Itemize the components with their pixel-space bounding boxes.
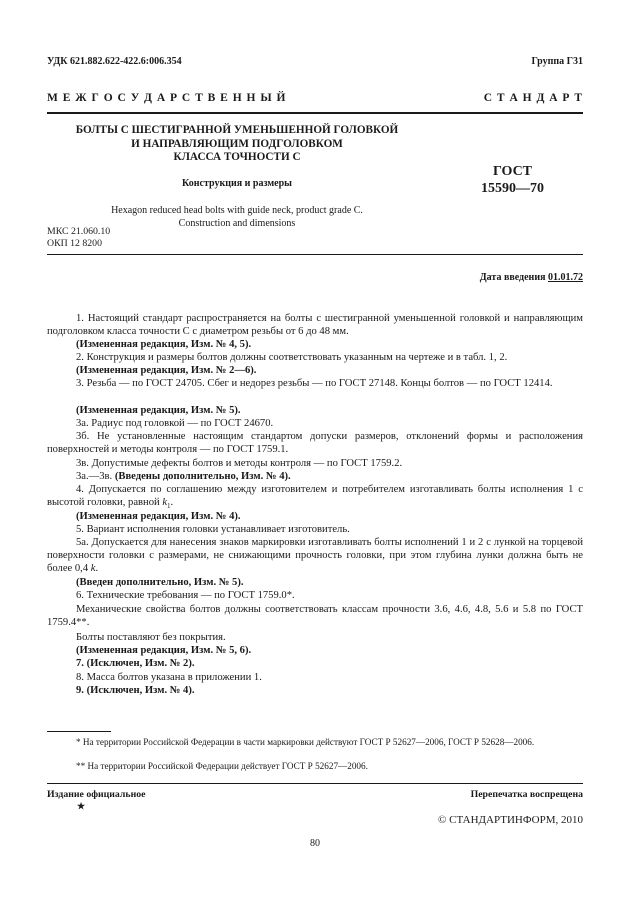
footnote-2: ** На территории Российской Федерации действует ГОСТ Р 52627—2006.: [76, 761, 368, 771]
footnote-1: * На территории Российской Федерации в части маркировки действуют ГОСТ Р 52627—2006, ГОСТ Р 52628—2006.: [76, 737, 535, 747]
title-english-line-1: Hexagon reduced head bolts with guide neck, product grade C.: [111, 205, 363, 216]
mks-code: МКС 21.060.10: [47, 226, 111, 237]
clause-4: [47, 483, 583, 514]
clause-4-text: 4. Допускается по соглашению между изготовителем и потребителем изготавливать болты исполнения 1 с высотой головки, равной: [47, 484, 583, 509]
clause-5a-text: 5а. Допускается для нанесения знаков маркировки изготавливать болты исполнений 1 и 2 с лункой на торцевой поверхности головки с размерами, не снижающими прочность головки, при этом глубина лунки должна быть не более 0,4: [47, 537, 583, 575]
intro-date-label: Дата введения: [479, 272, 546, 283]
clause-3b: 3б. Не установленные настоящим стандартом допуски размеров, отклонений формы и расположения поверхностей и методы контроля — по ГОСТ 1759.1.: [47, 431, 583, 456]
clause-3a-3v-edition: (Введены дополнительно, Изм. № 4).: [114, 471, 291, 482]
title-english-line-2: Construction and dimensions: [178, 218, 296, 229]
title-line-3: КЛАССА ТОЧНОСТИ С: [173, 151, 301, 163]
subtitle: Конструкция и размеры: [182, 178, 292, 189]
clause-5a: [47, 536, 583, 576]
clause-7: 7. (Исключен, Изм. № 2).: [76, 658, 195, 669]
clause-6-edition: (Измененная редакция, Изм. № 5, 6).: [76, 645, 252, 656]
title-rule: [47, 254, 583, 255]
clause-5: 5. Вариант исполнения головки устанавливает изготовитель.: [76, 524, 350, 535]
edition-star: ★: [77, 801, 86, 811]
title-line-1: БОЛТЫ С ШЕСТИГРАННОЙ УМЕНЬШЕННОЙ ГОЛОВКОЙ: [75, 124, 399, 136]
footer-rule: [47, 783, 583, 784]
clause-6: 6. Технические требования — по ГОСТ 1759.0*.: [76, 590, 295, 601]
banner-standard: С Т А Н Д А Р Т: [483, 92, 583, 104]
clause-3v: 3в. Допустимые дефекты болтов и методы контроля — по ГОСТ 1759.2.: [76, 458, 403, 469]
footnote-rule: [47, 731, 111, 732]
title-block: [47, 124, 427, 165]
copyright: © СТАНДАРТИНФОРМ, 2010: [438, 814, 583, 826]
header-rule: [47, 112, 583, 114]
clause-3a-3v-number: 3а.—3в.: [76, 471, 113, 482]
okp-code: ОКП 12 8200: [47, 238, 102, 249]
clause-4-edition: (Измененная редакция, Изм. № 4).: [76, 511, 241, 522]
reprint-notice: Перепечатка воспрещена: [470, 789, 583, 800]
banner-interstate: М Е Ж Г О С У Д А Р С Т В Е Н Н Ы Й: [47, 92, 287, 104]
clause-1-edition: (Измененная редакция, Изм. № 4, 5).: [76, 339, 252, 350]
page-number: 80: [310, 838, 320, 849]
clause-3: 3. Резьба — по ГОСТ 24705. Сбег и недорез резьбы — по ГОСТ 27148. Концы болтов — по ГОСТ 12414.: [76, 378, 553, 389]
clause-4-end: .: [170, 497, 174, 509]
clause-4-k: k: [162, 497, 168, 509]
clause-6-mechanical: Механические свойства болтов должны соответствовать классам прочности 3.6, 4.6, 4.8, 5.6 и 5.8 по ГОСТ 1759.4**.: [47, 604, 583, 629]
clause-3a-3v-note: [47, 470, 583, 483]
intro-date-value: 01.01.72: [548, 272, 583, 283]
clause-5a-k: k: [90, 563, 96, 575]
clause-3a: 3а. Радиус под головкой — по ГОСТ 24670.: [76, 418, 274, 429]
gost-label: ГОСТ: [492, 164, 533, 179]
clause-2-edition: (Измененная редакция, Изм. № 2—6).: [76, 365, 257, 376]
clause-6-coating: Болты поставляют без покрытия.: [76, 632, 226, 643]
clause-9: 9. (Исключен, Изм. № 4).: [76, 685, 195, 696]
edition-official: Издание официальное: [47, 789, 146, 800]
clause-8: 8. Масса болтов указана в приложении 1.: [76, 672, 262, 683]
clause-5a-end: .: [95, 563, 99, 575]
clause-1: 1. Настоящий стандарт распространяется на болты с шестигранной уменьшенной головкой и направляющим подголовком класса точности С с диаметром резьбы от 6 до 48 мм.: [47, 313, 583, 338]
udk-code: УДК 621.882.622-422.6:006.354: [47, 56, 182, 67]
clause-4-k-index: 1: [167, 502, 171, 511]
gost-number: 15590—70: [481, 181, 544, 196]
clause-3-edition: (Измененная редакция, Изм. № 5).: [76, 405, 241, 416]
clause-2: 2. Конструкция и размеры болтов должны соответствовать указанным на чертеже и в табл. 1, 2.: [76, 352, 508, 363]
intro-date: [480, 272, 583, 283]
title-line-2: И НАПРАВЛЯЮЩИМ ПОДГОЛОВКОМ: [131, 137, 343, 150]
clause-5a-edition: (Введен дополнительно, Изм. № 5).: [76, 577, 244, 588]
group-code: Группа Г31: [531, 56, 583, 67]
